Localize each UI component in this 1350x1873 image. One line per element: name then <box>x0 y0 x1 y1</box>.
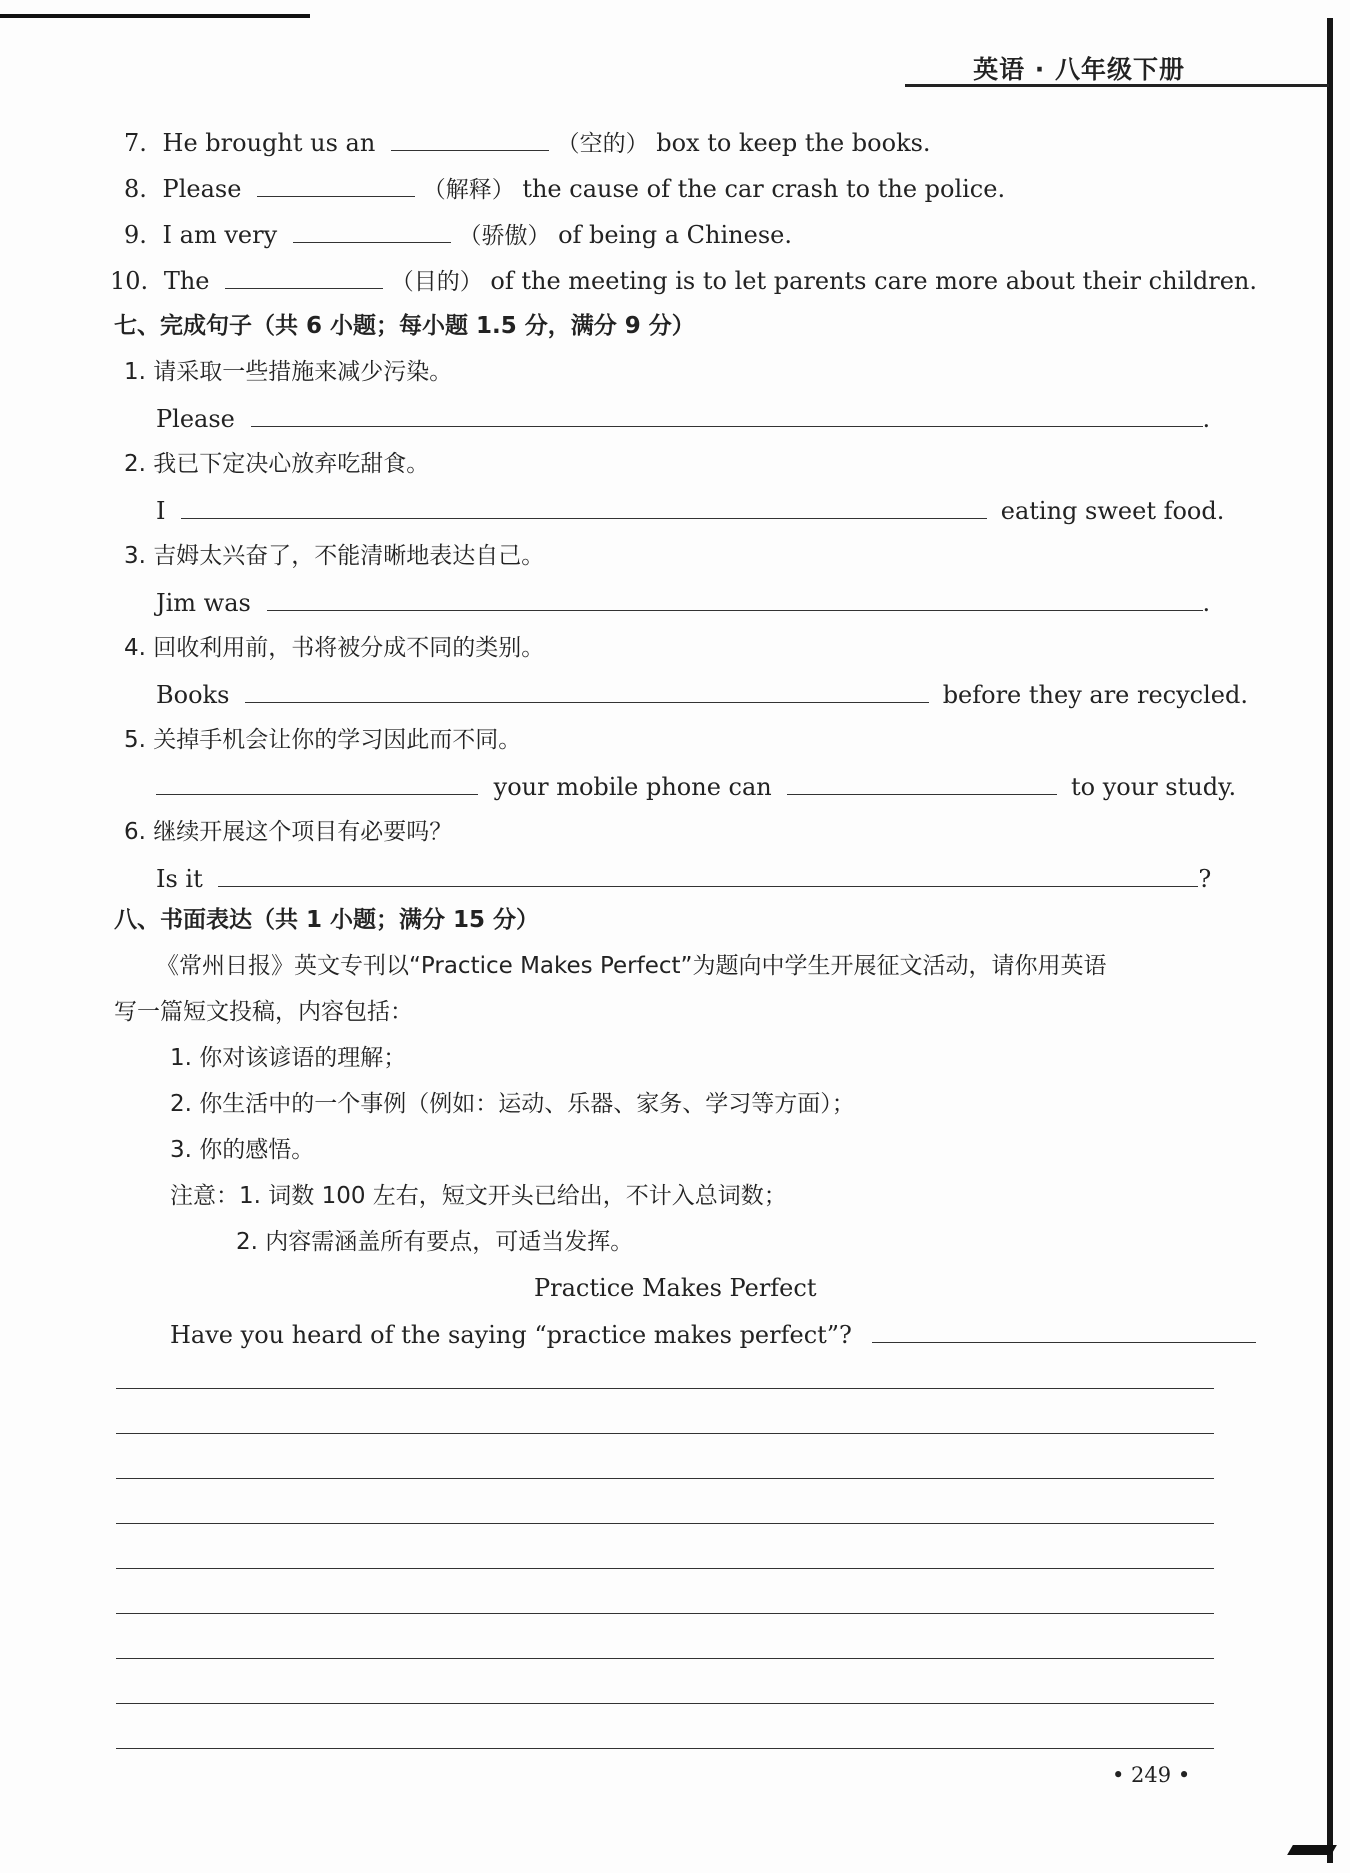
scan-edge-right <box>1327 18 1333 1863</box>
essay-opening <box>170 1318 1256 1350</box>
sentence-end: before they are recycled. <box>942 681 1248 709</box>
sentence-end: eating sweet food. <box>1000 497 1225 525</box>
writing-point-3: 3. 你的感悟。 <box>170 1137 315 1163</box>
section-7-item-1-prompt: 1. 请采取一些措施来减少污染。 <box>124 359 453 385</box>
sentence-middle: your mobile phone can <box>493 773 772 801</box>
writing-line[interactable] <box>116 1748 1214 1749</box>
answer-blank[interactable] <box>245 678 929 703</box>
section-7-item-3-prompt: 3. 吉姆太兴奋了，不能清晰地表达自己。 <box>124 543 545 569</box>
writing-line[interactable] <box>116 1433 1214 1434</box>
writing-line[interactable] <box>116 1658 1214 1659</box>
question-text: box to keep the books. <box>656 129 931 157</box>
section-7-item-4-prompt: 4. 回收利用前，书将被分成不同的类别。 <box>124 635 545 661</box>
question-number: 10. <box>110 267 149 295</box>
question-text: I am very <box>162 221 278 249</box>
answer-blank[interactable] <box>225 264 383 289</box>
section-7-item-4-answer <box>156 678 1248 710</box>
writing-point-2: 2. 你生活中的一个事例（例如：运动、乐器、家务、学习等方面）； <box>170 1091 855 1117</box>
chinese-hint: （空的） <box>556 131 649 157</box>
scan-edge-top <box>0 14 310 18</box>
sentence-start: Please <box>156 405 235 433</box>
section-7-item-2-prompt: 2. 我已下定决心放弃吃甜食。 <box>124 451 430 477</box>
question-text: Please <box>162 175 242 203</box>
writing-intro-line-2: 写一篇短文投稿，内容包括： <box>114 999 413 1025</box>
section-7-item-3-answer <box>156 586 1210 618</box>
question-text: the cause of the car crash to the police. <box>522 175 1006 203</box>
sentence-end: . <box>1202 405 1211 433</box>
sentence-start: Jim was <box>156 589 251 617</box>
writing-line[interactable] <box>116 1568 1214 1569</box>
answer-blank[interactable] <box>787 770 1057 795</box>
writing-line[interactable] <box>116 1388 1214 1389</box>
chinese-hint: （目的） <box>390 269 483 295</box>
answer-blank[interactable] <box>267 586 1203 611</box>
question-number: 7. <box>124 129 147 157</box>
answer-blank[interactable] <box>391 126 549 151</box>
sentence-end: . <box>1202 589 1211 617</box>
essay-opening-text: Have you heard of the saying “practice makes perfect”? <box>170 1321 852 1349</box>
answer-blank[interactable] <box>293 218 451 243</box>
writing-point-1: 1. 你对该谚语的理解； <box>170 1045 407 1071</box>
question-text: The <box>163 267 210 295</box>
section-7-item-5-answer <box>156 770 1236 802</box>
sentence-start: I <box>156 497 166 525</box>
answer-blank[interactable] <box>181 494 987 519</box>
question-10 <box>110 264 1257 296</box>
question-7 <box>124 126 931 158</box>
writing-intro-line-1: 《常州日报》英文专刊以“Practice Makes Perfect”为题向中学生开展征文活动，请你用英语 <box>156 953 1107 979</box>
chinese-hint: （骄傲） <box>458 223 551 249</box>
page-number: • 249 • <box>1112 1763 1191 1787</box>
question-text: of the meeting is to let parents care more about their children. <box>490 267 1257 295</box>
answer-blank[interactable] <box>257 172 415 197</box>
answer-blank[interactable] <box>218 862 1198 887</box>
section-7-item-6-answer <box>156 862 1211 894</box>
section-7-title: 七、完成句子（共 6 小题；每小题 1.5 分，满分 9 分） <box>114 313 695 339</box>
question-text: of being a Chinese. <box>558 221 792 249</box>
question-number: 8. <box>124 175 147 203</box>
sentence-end: ? <box>1198 865 1212 893</box>
header-rule <box>905 84 1329 87</box>
writing-line[interactable] <box>116 1478 1214 1479</box>
essay-title: Practice Makes Perfect <box>534 1274 817 1302</box>
writing-note-1: 注意：1. 词数 100 左右，短文开头已给出，不计入总词数； <box>170 1183 787 1209</box>
writing-line[interactable] <box>116 1703 1214 1704</box>
question-8 <box>124 172 1005 204</box>
writing-note-2: 2. 内容需涵盖所有要点，可适当发挥。 <box>236 1229 634 1255</box>
page-header-title: 英语 · 八年级下册 <box>973 55 1185 84</box>
sentence-start: Is it <box>156 865 203 893</box>
question-9 <box>124 218 792 250</box>
section-7-item-6-prompt: 6. 继续开展这个项目有必要吗？ <box>124 819 453 845</box>
writing-line[interactable] <box>116 1613 1214 1614</box>
sentence-start: Books <box>156 681 230 709</box>
writing-line[interactable] <box>116 1523 1214 1524</box>
question-number: 9. <box>124 221 147 249</box>
sentence-end: to your study. <box>1071 773 1237 801</box>
writing-blank[interactable] <box>872 1318 1256 1343</box>
scan-edge-bottom <box>1287 1845 1337 1855</box>
section-7-item-5-prompt: 5. 关掉手机会让你的学习因此而不同。 <box>124 727 522 753</box>
question-text: He brought us an <box>162 129 376 157</box>
section-7-item-1-answer <box>156 402 1210 434</box>
chinese-hint: （解释） <box>422 177 515 203</box>
answer-blank[interactable] <box>251 402 1203 427</box>
section-7-item-2-answer <box>156 494 1224 526</box>
answer-blank[interactable] <box>156 770 478 795</box>
section-8-title: 八、书面表达（共 1 小题；满分 15 分） <box>114 907 540 933</box>
